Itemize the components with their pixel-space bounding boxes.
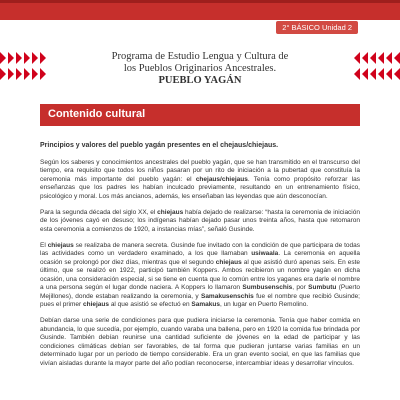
paragraph-4: Debían darse una serie de condiciones para que pudiera iniciarse la ceremonia. Tenía que haber comida en abundancia, lo que sucedía, por ejemplo, cuando varaba una ballena, pero en 1920 la comida fue brindada por Gusinde. También debían reunirse una cantidad suficiente de jóvenes en la edad de participar y las condiciones climáticas debían ser favorables, de tal forma que pudieran juntarse varias familias en un determinado lugar por un período de tiempo considerable. Era un gran evento social, en que las familias que vivían aisladas durante la mayor parte del año podían reconocerse, intercambiar ideas y desarrollar vínculos. xyxy=(40,317,360,367)
paragraph-2: Para la segunda década del siglo XX, el chiejaus había dejado de realizarse: “hasta la ceremonia de iniciación de los jóvenes cayó en desuso; los indígenas habían dejado pasar unos treinta años, hasta que retomaron esta ceremonia a comienzos de 1920, a instancias mías”, señaló Gusinde. xyxy=(40,208,360,233)
decorative-pattern-right-icon xyxy=(348,48,400,84)
title-line-3: PUEBLO YAGÁN xyxy=(158,75,242,86)
title-line-2: los Pueblos Originarios Ancestrales. xyxy=(123,63,277,74)
top-bar-edge xyxy=(0,0,400,3)
section-banner xyxy=(40,104,360,126)
title-line-1: Programa de Estudio Lengua y Cultura de xyxy=(111,51,289,62)
paragraph-1: Según los saberes y conocimientos ancestrales del pueblo yagán, que se han transmitido en el transcurso del tiempo, era requisito que todos los niños pasaran por un rito de iniciación a la pubertad que constituía la ceremonia más importante del pueblo yagán: el chejaus/chiejaus. Tenía como propósito reforzar las enseñanzas que los padres les habían inculcado previamente, resultando en un entrenamiento físico, psicológico y moral. Los más ancianos, además, les enseñaban las leyendas que aún desconocían. xyxy=(40,158,360,200)
decorative-pattern-left-icon xyxy=(0,48,52,84)
document-body xyxy=(40,142,360,376)
program-title xyxy=(70,51,330,87)
content-heading: Principios y valores del pueblo yagán presentes en el chejaus/chiejaus. xyxy=(40,142,279,149)
paragraph-3: El chiejaus se realizaba de manera secreta. Gusinde fue invitado con la condición de que participara de todas las actividades como un verdadero examinado, a los que llamaban usiwaala. La ceremonia en aquella ocasión se prolongó por diez días, mientras que el segundo chiejaus al que asistió duró apenas seis. En este último, que se realizó en 1922, participó también Koppers. Ambos recibieron un nombre yagán en dicha ocasión, una consideración especial, si se tiene en cuenta que lo común entre los yaganes era darle el nombre a una persona según el lugar donde naciera. A Koppers lo llamaron Sumbusenschis, por Sumbutu (Puerto Mejillones), donde estaban realizando la ceremonia, y Samakusenschis fue el nombre que recibió Gusinde; pues el primer chiejaus al que asistió se efectuó en Samakus, un lugar en Puerto Remolino. xyxy=(40,241,361,308)
section-title: Contenido cultural xyxy=(48,108,146,120)
grade-unit-badge: 2° BÁSICO Unidad 2 xyxy=(276,21,358,34)
top-bar xyxy=(0,0,400,20)
